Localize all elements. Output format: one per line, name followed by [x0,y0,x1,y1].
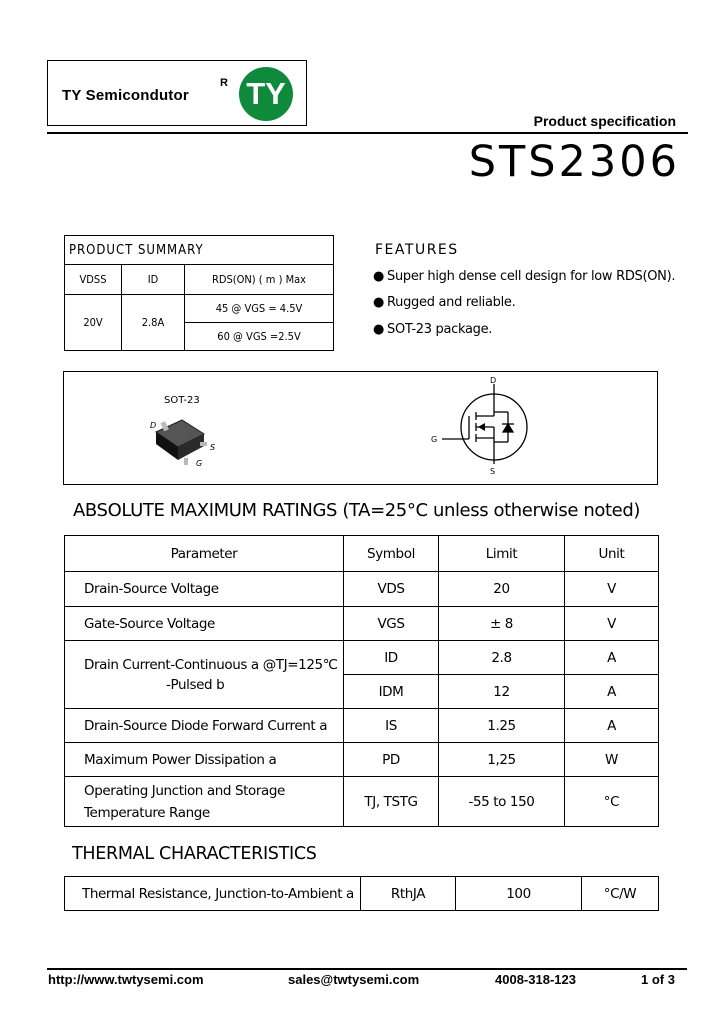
feature-item [373,269,675,284]
ratings-symbol: IS [344,709,439,743]
ratings-param: Maximum Power Dissipation a [65,743,344,777]
ratings-header-parameter: Parameter [65,536,344,572]
package-label: SOT-23 [164,395,200,406]
ratings-header-unit: Unit [565,536,659,572]
table-row [65,777,659,827]
logo-icon: TY [239,67,293,121]
ratings-symbol: IDM [344,675,439,709]
symbol-pin-s: S [490,467,496,476]
ratings-unit: A [565,641,659,675]
thermal-limit: 100 [456,877,582,911]
ratings-symbol: TJ, TSTG [344,777,439,827]
symbol-pin-g: G [431,435,438,444]
ratings-symbol: ID [344,641,439,675]
mosfet-symbol-icon [442,384,527,464]
table-row [65,607,659,641]
summary-rds-condition-2: 60 @ VGS =2.5V [185,323,334,351]
ratings-limit: 12 [439,675,565,709]
product-summary-table [64,235,334,351]
ratings-param-pulsed: -Pulsed b [166,676,225,693]
footer-page-number: 1 of 3 [641,972,675,987]
footer-email-link[interactable]: sales@twtysemi.com [288,972,420,987]
ratings-param: Drain Current-Continuous a @TJ=125℃ [84,656,338,673]
company-name: TY Semicondutor [62,87,189,104]
ratings-limit: -55 to 150 [439,777,565,827]
summary-header-rds: RDS(ON) ( m ) Max [185,265,334,295]
ratings-symbol: VGS [344,607,439,641]
bullet-icon: ● [373,295,385,310]
ratings-limit: ± 8 [439,607,565,641]
thermal-param: Thermal Resistance, Junction-to-Ambient a [65,877,361,911]
features-title: FEATURES [375,242,459,258]
table-row [65,877,659,911]
ratings-unit: V [565,607,659,641]
ratings-unit: °C [565,777,659,827]
thermal-title: THERMAL CHARACTERISTICS [72,844,317,864]
ratings-param: Drain-Source Voltage [65,572,344,607]
summary-title: PRODUCT SUMMARY [65,236,334,265]
ratings-param: Operating Junction and Storage Temperature Range [65,777,344,827]
registered-mark: R [220,77,228,89]
ratings-unit: A [565,709,659,743]
feature-text: Super high dense cell design for low RDS(ON). [387,269,676,284]
spec-label: Product specification [533,113,676,129]
ratings-unit: V [565,572,659,607]
table-row [65,641,659,675]
ratings-table [64,535,659,827]
footer-divider [47,968,687,970]
feature-item [373,295,515,310]
logo-box [47,60,307,126]
summary-id-value: 2.8A [122,295,185,351]
thermal-unit: °C/W [582,877,659,911]
ratings-header-limit: Limit [439,536,565,572]
summary-header-vdss: VDSS [65,265,122,295]
ratings-title: ABSOLUTE MAXIMUM RATINGS (TA=25°C unless otherwise noted) [73,500,640,521]
footer-website-link[interactable]: http://www.twtysemi.com [48,972,204,987]
thermal-table [64,876,659,911]
ratings-param: Drain-Source Diode Forward Current a [65,709,344,743]
ratings-param: Gate-Source Voltage [65,607,344,641]
feature-text: SOT-23 package. [387,322,493,337]
ratings-unit: A [565,675,659,709]
feature-text: Rugged and reliable. [387,295,516,310]
package-pin-d: D [150,421,157,430]
table-row [65,743,659,777]
bullet-icon: ● [373,322,385,337]
ratings-limit: 1.25 [439,709,565,743]
ratings-limit: 20 [439,572,565,607]
package-diagram-box [63,371,658,485]
ratings-limit: 2.8 [439,641,565,675]
summary-vdss-value: 20V [65,295,122,351]
feature-item [373,322,492,337]
thermal-symbol: RthJA [361,877,456,911]
bullet-icon: ● [373,269,385,284]
table-row [65,709,659,743]
symbol-pin-d: D [490,376,497,385]
ratings-header-symbol: Symbol [344,536,439,572]
ratings-param-drain-current [65,641,344,709]
ratings-symbol: VDS [344,572,439,607]
package-diagram [64,372,657,484]
footer-phone: 4008-318-123 [495,972,576,987]
part-number: STS2306 [468,137,680,187]
package-pin-s: S [210,443,216,452]
package-pin-g: G [196,459,203,468]
ratings-limit: 1,25 [439,743,565,777]
summary-header-id: ID [122,265,185,295]
table-row [65,572,659,607]
summary-rds-condition-1: 45 @ VGS = 4.5V [185,295,334,323]
ratings-unit: W [565,743,659,777]
header-divider [47,132,688,134]
ratings-symbol: PD [344,743,439,777]
